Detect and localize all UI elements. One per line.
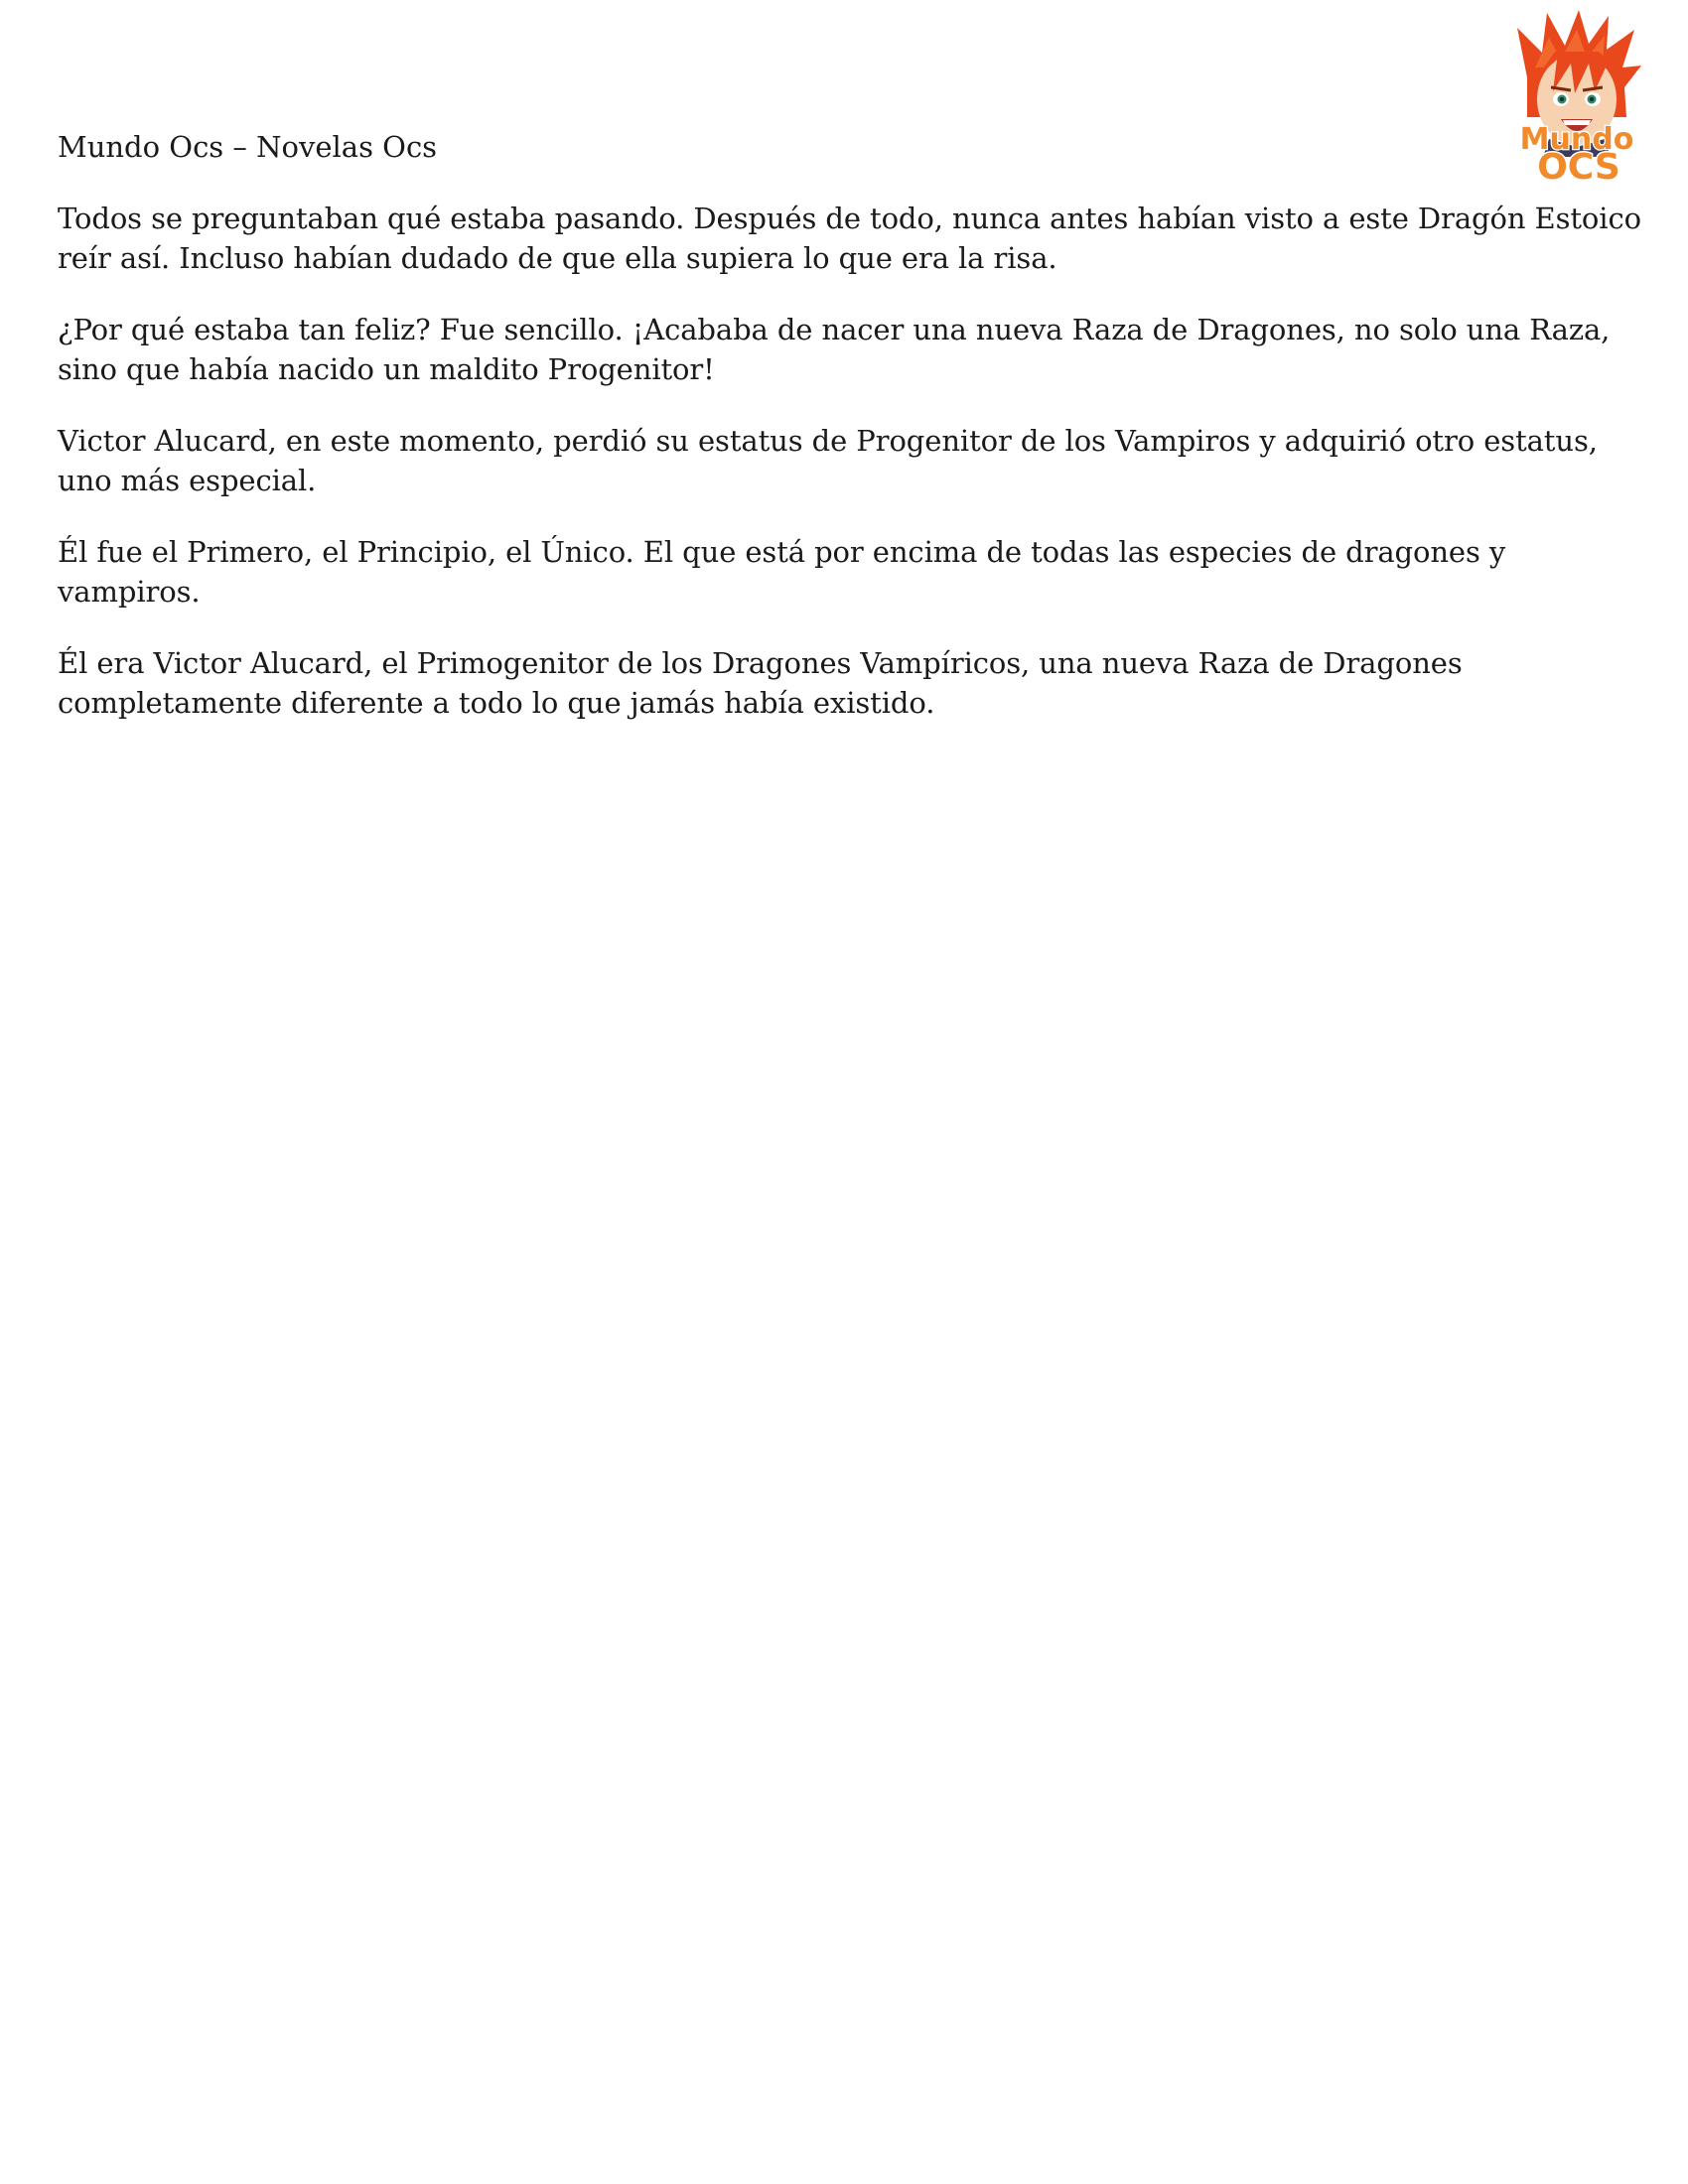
logo-text-top: Mundo xyxy=(1519,122,1634,157)
paragraph: Victor Alucard, en este momento, perdió su estatus de Progenitor de los Vampiros y adquirió otro estatus, uno más especial. xyxy=(58,424,1598,497)
paragraph: Él fue el Primero, el Principio, el Único. El que está por encima de todas las especies de dragones y vampiros. xyxy=(58,535,1506,609)
document-body xyxy=(58,127,1646,754)
paragraph: Él era Victor Alucard, el Primogenitor de los Dragones Vampíricos, una nueva Raza de Dragones completamente diferente a todo lo que jamás había existido. xyxy=(58,646,1463,720)
logo-text-bottom: OCS xyxy=(1537,147,1620,183)
document-header: Mundo Ocs – Novelas Ocs xyxy=(58,130,438,164)
paragraph: Todos se preguntaban qué estaba pasando. Después de todo, nunca antes habían visto a este Dragón Estoico reír así. Incluso habían dudado de que ella supiera lo que era la risa. xyxy=(58,202,1641,275)
paragraph: ¿Por qué estaba tan feliz? Fue sencillo. ¡Acababa de nacer una nueva Raza de Dragones, no solo una Raza, sino que había nacido un maldito Progenitor! xyxy=(58,313,1611,386)
